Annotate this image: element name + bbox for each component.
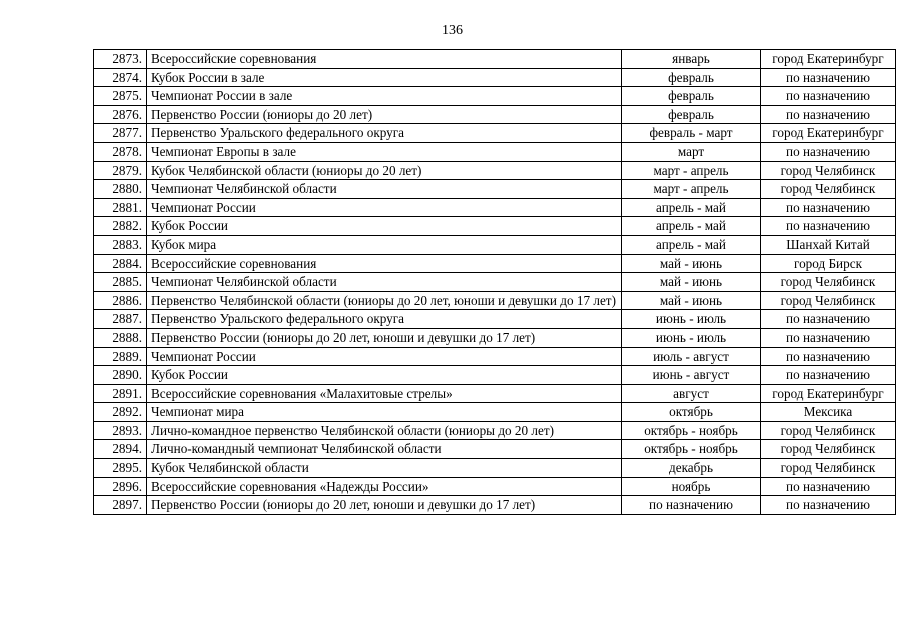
event-name-cell: Кубок России — [147, 217, 622, 236]
event-period-cell: май - июнь — [622, 254, 761, 273]
row-number-cell: 2886. — [94, 291, 147, 310]
event-place-cell: по назначению — [761, 217, 896, 236]
table-row — [94, 310, 896, 329]
table-row — [94, 254, 896, 273]
event-name-cell: Всероссийские соревнования — [147, 254, 622, 273]
table-row — [94, 68, 896, 87]
event-period-cell: апрель - май — [622, 198, 761, 217]
row-number-cell: 2883. — [94, 235, 147, 254]
event-period-cell: ноябрь — [622, 477, 761, 496]
event-name-cell: Кубок Челябинской области — [147, 459, 622, 478]
event-name-cell: Чемпионат Челябинской области — [147, 180, 622, 199]
event-period-cell: февраль — [622, 87, 761, 106]
event-period-cell: по назначению — [622, 496, 761, 515]
event-name-cell: Кубок Челябинской области (юниоры до 20 лет) — [147, 161, 622, 180]
event-place-cell: по назначению — [761, 496, 896, 515]
table-row — [94, 347, 896, 366]
event-name-cell: Чемпионат мира — [147, 403, 622, 422]
table-row — [94, 459, 896, 478]
row-number-cell: 2875. — [94, 87, 147, 106]
table-row — [94, 440, 896, 459]
page-number: 136 — [442, 23, 463, 38]
table-row — [94, 180, 896, 199]
events-table-body — [94, 50, 896, 515]
events-table — [93, 49, 896, 515]
event-period-cell: декабрь — [622, 459, 761, 478]
event-name-cell: Кубок России в зале — [147, 68, 622, 87]
event-place-cell: город Челябинск — [761, 421, 896, 440]
event-name-cell: Кубок России — [147, 366, 622, 385]
event-place-cell: по назначению — [761, 477, 896, 496]
table-row — [94, 496, 896, 515]
event-place-cell: город Челябинск — [761, 180, 896, 199]
event-place-cell: Шанхай Китай — [761, 235, 896, 254]
row-number-cell: 2879. — [94, 161, 147, 180]
event-place-cell: по назначению — [761, 366, 896, 385]
event-period-cell: февраль — [622, 105, 761, 124]
row-number-cell: 2885. — [94, 273, 147, 292]
event-name-cell: Первенство России (юниоры до 20 лет) — [147, 105, 622, 124]
event-period-cell: октябрь - ноябрь — [622, 440, 761, 459]
row-number-cell: 2893. — [94, 421, 147, 440]
table-row — [94, 161, 896, 180]
event-place-cell: город Екатеринбург — [761, 50, 896, 69]
row-number-cell: 2890. — [94, 366, 147, 385]
event-place-cell: по назначению — [761, 310, 896, 329]
event-period-cell: октябрь — [622, 403, 761, 422]
event-name-cell: Чемпионат России — [147, 198, 622, 217]
event-period-cell: март — [622, 142, 761, 161]
row-number-cell: 2889. — [94, 347, 147, 366]
event-place-cell: город Челябинск — [761, 161, 896, 180]
row-number-cell: 2876. — [94, 105, 147, 124]
event-place-cell: город Челябинск — [761, 440, 896, 459]
row-number-cell: 2891. — [94, 384, 147, 403]
event-place-cell: по назначению — [761, 68, 896, 87]
event-name-cell: Лично-командный чемпионат Челябинской области — [147, 440, 622, 459]
row-number-cell: 2874. — [94, 68, 147, 87]
table-row — [94, 50, 896, 69]
event-place-cell: по назначению — [761, 87, 896, 106]
table-row — [94, 87, 896, 106]
event-name-cell: Всероссийские соревнования — [147, 50, 622, 69]
event-place-cell: город Екатеринбург — [761, 124, 896, 143]
row-number-cell: 2880. — [94, 180, 147, 199]
event-place-cell: по назначению — [761, 347, 896, 366]
event-period-cell: март - апрель — [622, 161, 761, 180]
event-place-cell: по назначению — [761, 328, 896, 347]
event-place-cell: город Челябинск — [761, 459, 896, 478]
row-number-cell: 2873. — [94, 50, 147, 69]
row-number-cell: 2887. — [94, 310, 147, 329]
event-period-cell: июнь - июль — [622, 328, 761, 347]
event-period-cell: июль - август — [622, 347, 761, 366]
event-name-cell: Первенство Уральского федерального округа — [147, 124, 622, 143]
table-row — [94, 235, 896, 254]
table-row — [94, 273, 896, 292]
table-row — [94, 366, 896, 385]
row-number-cell: 2882. — [94, 217, 147, 236]
event-place-cell: город Екатеринбург — [761, 384, 896, 403]
event-period-cell: февраль - март — [622, 124, 761, 143]
event-name-cell: Первенство России (юниоры до 20 лет, юноши и девушки до 17 лет) — [147, 328, 622, 347]
event-period-cell: июнь - июль — [622, 310, 761, 329]
event-name-cell: Всероссийские соревнования «Надежды России» — [147, 477, 622, 496]
row-number-cell: 2897. — [94, 496, 147, 515]
event-period-cell: апрель - май — [622, 217, 761, 236]
event-place-cell: город Челябинск — [761, 291, 896, 310]
event-place-cell: по назначению — [761, 105, 896, 124]
event-period-cell: май - июнь — [622, 273, 761, 292]
row-number-cell: 2892. — [94, 403, 147, 422]
table-row — [94, 142, 896, 161]
event-period-cell: май - июнь — [622, 291, 761, 310]
event-name-cell: Лично-командное первенство Челябинской области (юниоры до 20 лет) — [147, 421, 622, 440]
row-number-cell: 2884. — [94, 254, 147, 273]
table-row — [94, 328, 896, 347]
table-row — [94, 477, 896, 496]
event-place-cell: по назначению — [761, 142, 896, 161]
event-period-cell: январь — [622, 50, 761, 69]
event-name-cell: Кубок мира — [147, 235, 622, 254]
table-row — [94, 421, 896, 440]
event-period-cell: февраль — [622, 68, 761, 87]
event-period-cell: июнь - август — [622, 366, 761, 385]
event-name-cell: Первенство России (юниоры до 20 лет, юноши и девушки до 17 лет) — [147, 496, 622, 515]
event-name-cell: Чемпионат Европы в зале — [147, 142, 622, 161]
table-row — [94, 105, 896, 124]
row-number-cell: 2878. — [94, 142, 147, 161]
row-number-cell: 2888. — [94, 328, 147, 347]
row-number-cell: 2896. — [94, 477, 147, 496]
table-row — [94, 384, 896, 403]
event-name-cell: Всероссийские соревнования «Малахитовые стрелы» — [147, 384, 622, 403]
table-row — [94, 198, 896, 217]
event-name-cell: Чемпионат Челябинской области — [147, 273, 622, 292]
event-period-cell: март - апрель — [622, 180, 761, 199]
event-name-cell: Чемпионат России в зале — [147, 87, 622, 106]
event-name-cell: Первенство Уральского федерального округа — [147, 310, 622, 329]
event-place-cell: город Челябинск — [761, 273, 896, 292]
event-place-cell: Мексика — [761, 403, 896, 422]
row-number-cell: 2895. — [94, 459, 147, 478]
table-row — [94, 217, 896, 236]
event-name-cell: Чемпионат России — [147, 347, 622, 366]
event-place-cell: по назначению — [761, 198, 896, 217]
table-row — [94, 403, 896, 422]
event-period-cell: апрель - май — [622, 235, 761, 254]
event-place-cell: город Бирск — [761, 254, 896, 273]
table-row — [94, 291, 896, 310]
event-period-cell: август — [622, 384, 761, 403]
table-row — [94, 124, 896, 143]
row-number-cell: 2881. — [94, 198, 147, 217]
event-name-cell: Первенство Челябинской области (юниоры до 20 лет, юноши и девушки до 17 лет) — [147, 291, 622, 310]
row-number-cell: 2877. — [94, 124, 147, 143]
event-period-cell: октябрь - ноябрь — [622, 421, 761, 440]
row-number-cell: 2894. — [94, 440, 147, 459]
